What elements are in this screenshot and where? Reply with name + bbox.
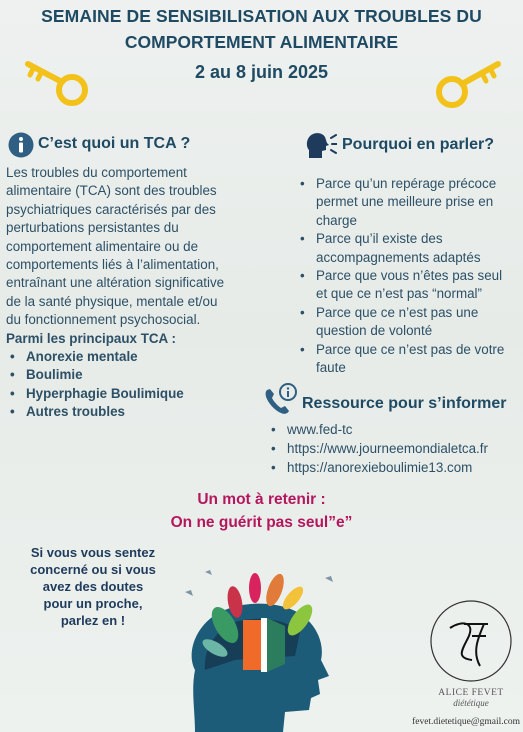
- tca-list: [6, 348, 296, 422]
- list-item: • Parce que vous n’êtes pas seul et que ce n’est pas “normal”: [296, 267, 521, 304]
- resource-link[interactable]: • https://anorexieboulimie13.com: [267, 458, 523, 477]
- what-paragraph: [6, 164, 296, 422]
- what-line: comportement alimentaire ou de: [6, 238, 199, 254]
- key-right-icon: [430, 58, 512, 110]
- title-line-1: SEMAINE DE SENSIBILISATION AUX TROUBLES DU: [41, 6, 482, 26]
- list-item: • Autres troubles: [6, 403, 296, 421]
- brand-subtitle: diététique: [453, 698, 489, 708]
- key-left-icon: [12, 56, 94, 108]
- list-item: • Parce qu’un repérage précoce permet une meilleure prise en charge: [296, 175, 521, 230]
- why-heading: Pourquoi en parler?: [342, 136, 495, 153]
- what-heading: C’est quoi un TCA ?: [38, 135, 191, 152]
- remember-line-1: Un mot à retenir :: [197, 491, 326, 508]
- list-item: • Hyperphagie Boulimique: [6, 385, 296, 403]
- resource-link[interactable]: • https://www.journeemondialetca.fr: [267, 439, 523, 458]
- why-list: [296, 175, 521, 377]
- contact-email[interactable]: fevet.dietetique@gmail.com: [412, 717, 520, 727]
- tca-list-title: Parmi les principaux TCA :: [6, 330, 176, 346]
- date-line: 2 au 8 juin 2025: [194, 62, 329, 82]
- what-line: entraînant une altération significative: [6, 275, 225, 291]
- what-line: de la santé physique, mentale et/ou: [6, 293, 218, 309]
- what-line: du fonctionnement psychosocial.: [6, 312, 201, 328]
- list-item: • Parce que ce n’est pas une question de volonté: [296, 304, 521, 341]
- resources-list: [267, 420, 523, 477]
- what-line: perturbations persistantes du: [6, 220, 179, 236]
- phone-info-icon: [262, 382, 298, 416]
- brand-logo: [428, 598, 514, 684]
- what-line: psychiatriques caractérisés par des: [6, 201, 216, 217]
- callout-text: Si vous vous sentez concerné ou si vous avez des doutes pour un proche, parlez en !: [30, 545, 156, 628]
- what-line: comportements liés à l’alimentation,: [6, 257, 219, 273]
- resource-link[interactable]: • www.fed-tc: [267, 420, 523, 439]
- head-illustration: [175, 560, 350, 732]
- what-line: alimentaire (TCA) sont des troubles: [6, 183, 217, 199]
- speaking-head-icon: [305, 130, 337, 160]
- brand-name: ALICE FEVET: [438, 688, 504, 698]
- list-item: • Anorexie mentale: [6, 348, 296, 366]
- list-item: • Parce que ce n’est pas de votre faute: [296, 341, 521, 378]
- info-icon: [8, 132, 34, 158]
- what-line: Les troubles du comportement: [6, 165, 187, 180]
- list-item: • Boulimie: [6, 366, 296, 384]
- resources-heading: Ressource pour s’informer: [302, 395, 507, 412]
- remember-line-2: On ne guérit pas seul”e”: [170, 514, 353, 531]
- list-item: • Parce qu’il existe des accompagnements adaptés: [296, 230, 521, 267]
- title-line-2: COMPORTEMENT ALIMENTAIRE: [124, 32, 399, 52]
